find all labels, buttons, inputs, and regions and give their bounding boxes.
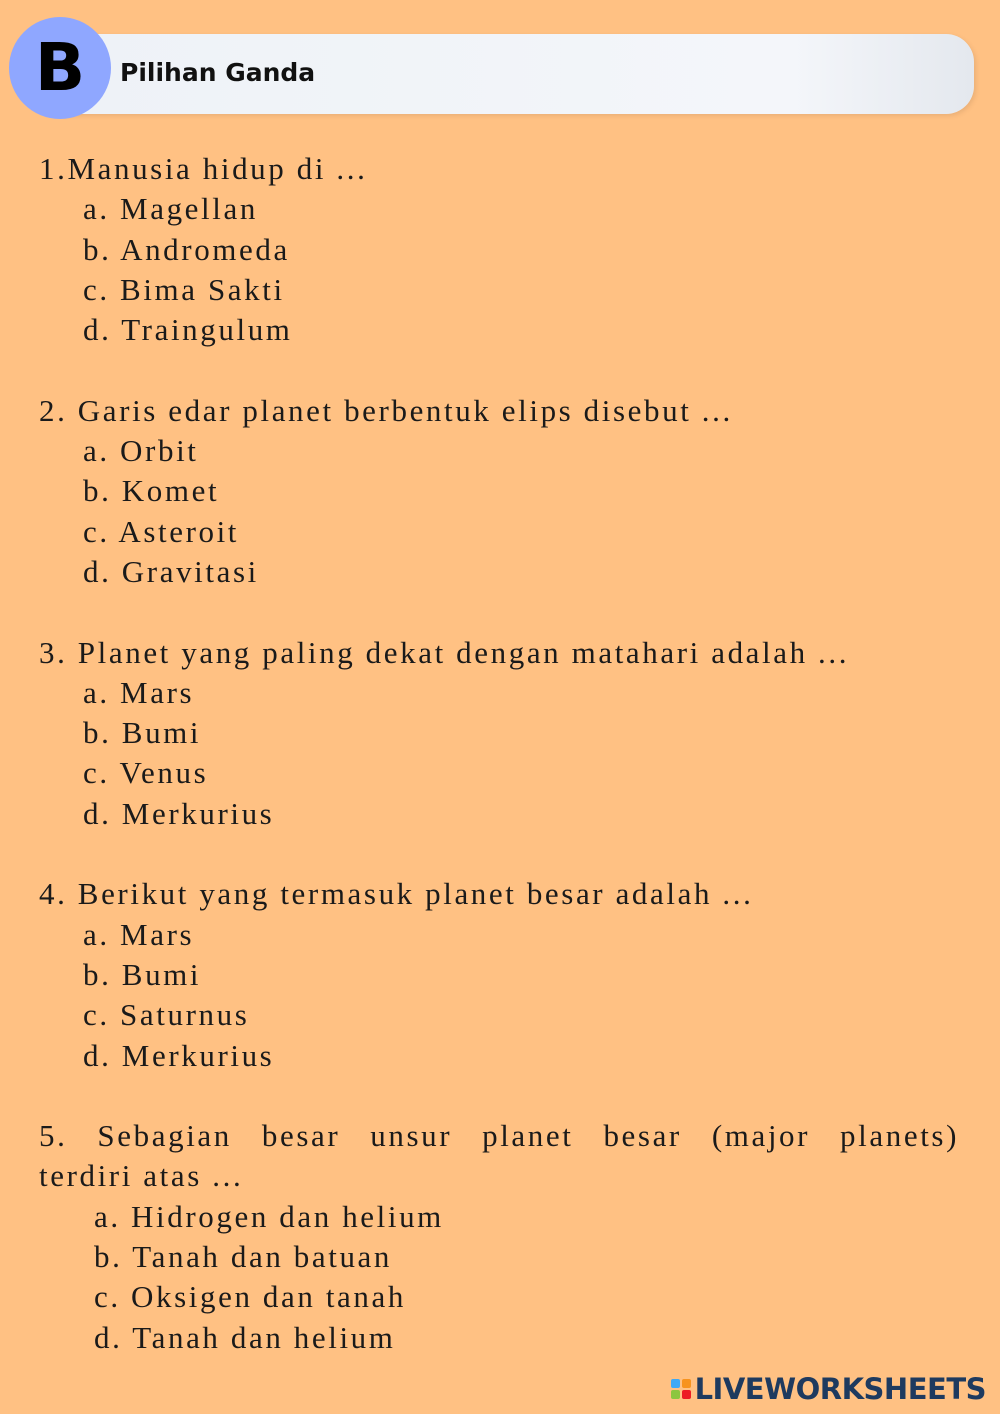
option-d[interactable]: d. Traingulum <box>83 312 293 348</box>
option-c[interactable]: c. Oksigen dan tanah <box>94 1279 406 1315</box>
question-1 <box>39 149 959 350</box>
spacer <box>39 350 959 390</box>
question-5 <box>39 1116 959 1358</box>
option-b[interactable]: b. Tanah dan batuan <box>94 1239 393 1275</box>
question-prompt: 4. Berikut yang termasuk planet besar adalah ... <box>39 876 754 912</box>
option-a[interactable]: a. Mars <box>83 674 195 710</box>
option-c[interactable]: c. Bima Sakti <box>83 271 285 307</box>
option-a[interactable]: a. Hidrogen dan helium <box>94 1198 444 1234</box>
logo-square <box>682 1390 691 1399</box>
option-d[interactable]: d. Gravitasi <box>83 553 259 589</box>
question-list <box>39 149 959 1358</box>
option-d[interactable]: d. Tanah dan helium <box>94 1319 396 1355</box>
option-a[interactable]: a. Orbit <box>83 433 199 469</box>
question-prompt: 2. Garis edar planet berbentuk elips disebut ... <box>39 392 733 428</box>
question-4 <box>39 874 959 1075</box>
option-b[interactable]: b. Komet <box>83 473 220 509</box>
logo-square <box>671 1390 680 1399</box>
option-d[interactable]: d. Merkurius <box>83 795 275 831</box>
section-title: Pilihan Ganda <box>120 58 316 87</box>
option-c[interactable]: c. Saturnus <box>83 997 250 1033</box>
option-b[interactable]: b. Bumi <box>83 715 202 751</box>
option-b[interactable]: b. Bumi <box>83 956 202 992</box>
liveworksheets-watermark <box>671 1372 986 1406</box>
option-c[interactable]: c. Venus <box>83 755 209 791</box>
option-d[interactable]: d. Merkurius <box>83 1037 275 1073</box>
section-badge: B <box>9 17 111 119</box>
spacer <box>39 1076 959 1116</box>
logo-square <box>671 1379 680 1388</box>
option-a[interactable]: a. Mars <box>83 916 195 952</box>
liveworksheets-logo-icon <box>671 1379 691 1399</box>
question-3 <box>39 633 959 834</box>
question-prompt: 1.Manusia hidup di ... <box>39 151 368 186</box>
option-c[interactable]: c. Asteroit <box>83 513 240 549</box>
option-b[interactable]: b. Andromeda <box>83 231 290 267</box>
spacer <box>39 834 959 874</box>
question-prompt-line-1: 5. Sebagian besar unsur planet besar (major planets) <box>39 1118 959 1154</box>
spacer <box>39 592 959 632</box>
option-a[interactable]: a. Magellan <box>83 191 258 227</box>
watermark-text: LIVEWORKSHEETS <box>694 1372 986 1406</box>
question-prompt: 3. Planet yang paling dekat dengan matahari adalah ... <box>39 634 850 670</box>
logo-square <box>682 1379 691 1388</box>
question-prompt-line-2: terdiri atas ... <box>39 1158 244 1194</box>
question-2 <box>39 391 959 592</box>
